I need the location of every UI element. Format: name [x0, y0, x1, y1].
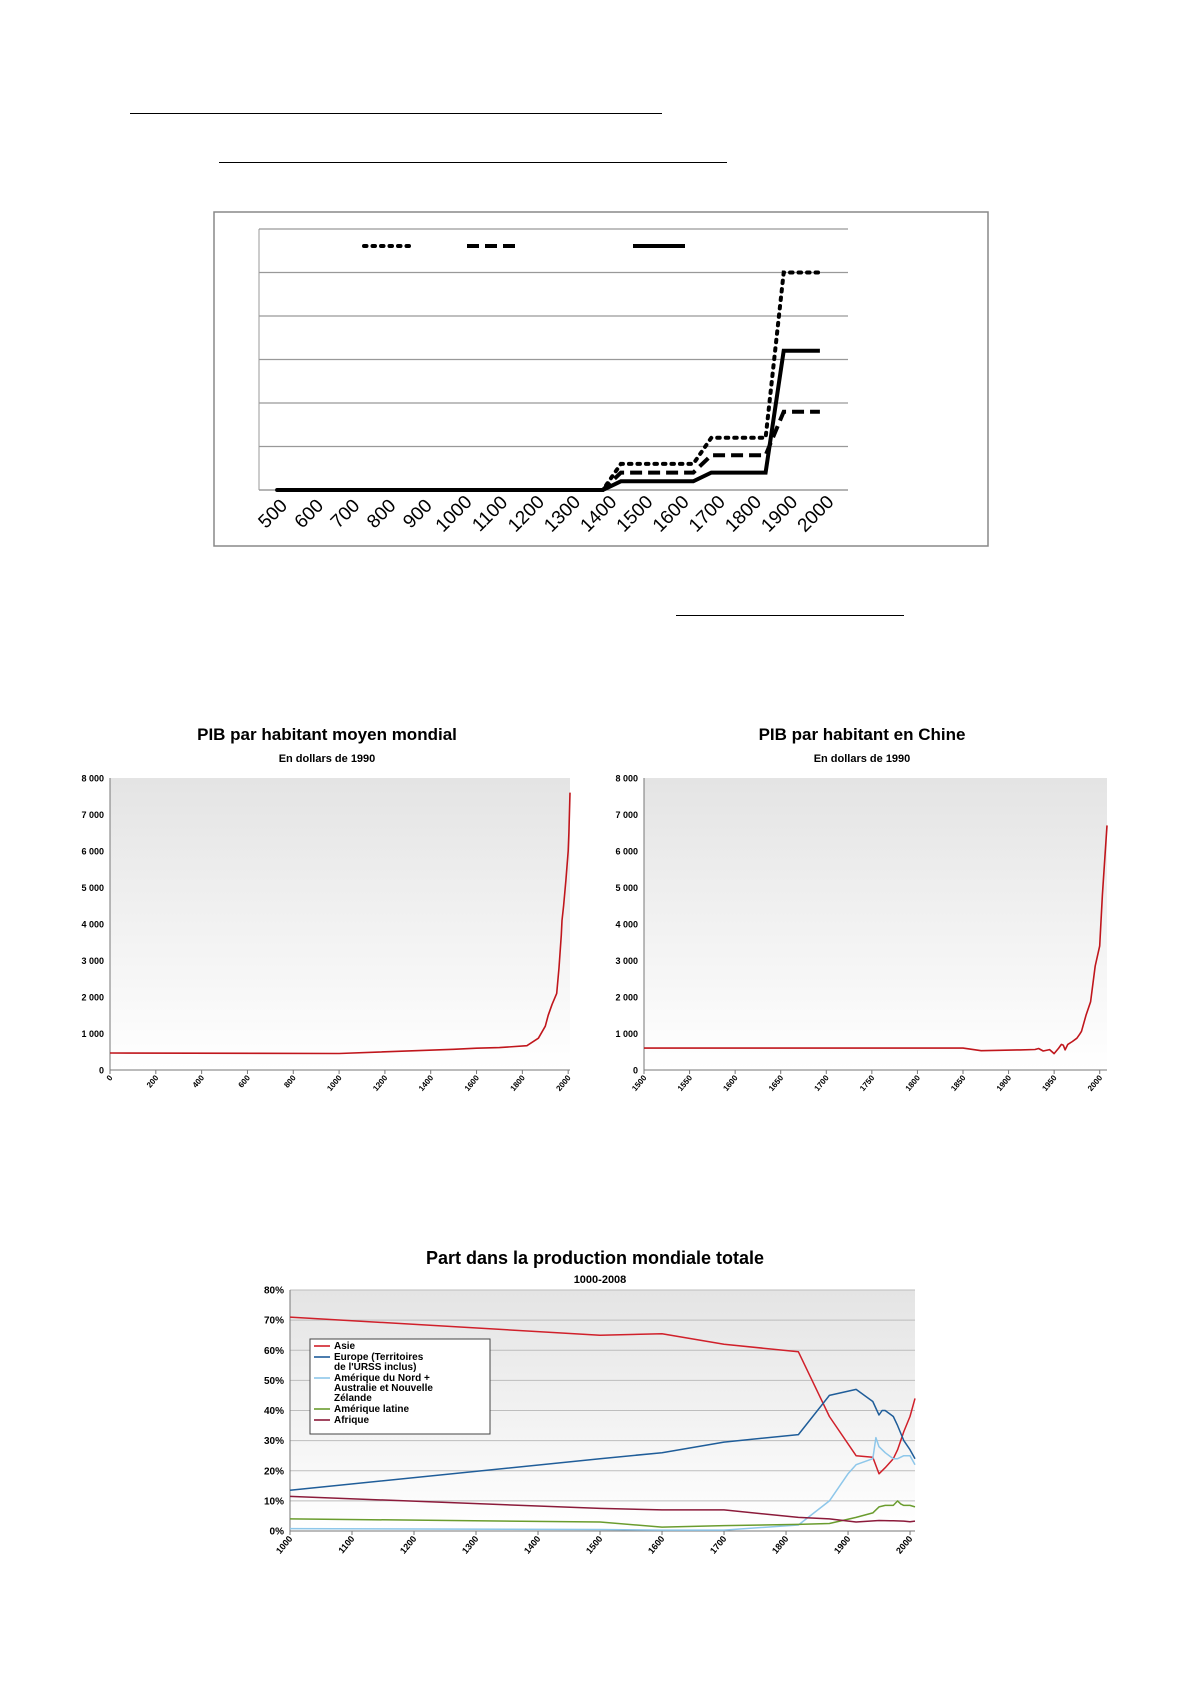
- chart3-y-tick-label: 5 000: [615, 883, 638, 893]
- chart-4-legend-label: Amérique du Nord +: [334, 1373, 430, 1384]
- chart-1-x-tick-label: 1900: [757, 491, 803, 537]
- chart2-y-tick-label: 2 000: [81, 992, 104, 1003]
- chart2-y-tick-label: 3 000: [81, 956, 104, 966]
- chart3-x-tick-label: 1750: [858, 1073, 877, 1093]
- chart3-x-tick-label: 1800: [903, 1073, 922, 1093]
- chart-1-x-tick-label: 1400: [576, 491, 622, 537]
- chart2-x-tick-label: 1400: [416, 1073, 436, 1093]
- chart-3-title: PIB par habitant en Chine: [758, 725, 966, 744]
- chart2-y-tick-label: 6 000: [81, 846, 104, 857]
- chart-4-legend-label: Amérique latine: [334, 1404, 410, 1415]
- chart4-x-tick-label: 1500: [584, 1533, 605, 1556]
- chart-4-world-production-share: [250, 1245, 930, 1565]
- chart4-x-tick-label: 1300: [460, 1533, 481, 1556]
- chart4-x-tick-label: 1200: [398, 1533, 419, 1556]
- chart2-x-tick-label: 1800: [508, 1073, 527, 1093]
- caption-rule: [676, 615, 904, 616]
- chart-1-x-tick-label: 1100: [468, 492, 513, 536]
- chart-1-x-tick-label: 900: [399, 495, 437, 533]
- chart-1-x-tick-label: 1800: [721, 491, 767, 537]
- chart2-y-tick-label: 7 000: [81, 810, 104, 820]
- chart3-x-tick-label: 1650: [766, 1073, 786, 1093]
- chart-3-china-gdp-per-capita: [600, 718, 1120, 1113]
- chart-4-legend-label: Afrique: [334, 1415, 369, 1426]
- chart-2-world-gdp-per-capita: [40, 718, 585, 1113]
- chart3-y-tick-label: 7 000: [615, 810, 638, 820]
- chart-2-title: PIB par habitant moyen mondial: [197, 725, 457, 744]
- chart2-x-tick-label: 0: [104, 1073, 115, 1083]
- chart4-y-tick-label: 40%: [263, 1406, 284, 1417]
- chart2-y-tick-label: 8 000: [81, 773, 104, 784]
- chart-1-x-tick-label: 1500: [612, 491, 658, 537]
- chart2-y-tick-label: 1 000: [81, 1029, 104, 1039]
- chart4-y-tick-label: 20%: [263, 1466, 284, 1478]
- chart-1-gdp-relative: [213, 211, 989, 547]
- chart-2-subtitle: En dollars de 1990: [278, 753, 376, 765]
- chart4-y-tick-label: 80%: [263, 1285, 284, 1297]
- chart3-x-tick-label: 1550: [675, 1073, 695, 1093]
- chart3-y-tick-label: 6 000: [615, 846, 638, 857]
- chart2-x-tick-label: 800: [282, 1073, 298, 1090]
- chart2-x-tick-label: 2000: [554, 1073, 573, 1093]
- chart4-y-tick-label: 50%: [263, 1375, 284, 1387]
- chart3-x-tick-label: 1500: [630, 1073, 649, 1093]
- chart3-x-tick-label: 2000: [1085, 1073, 1105, 1093]
- chart-1-x-tick-label: 1300: [540, 491, 586, 537]
- chart2-y-tick-label: 5 000: [81, 883, 104, 893]
- chart-1-x-tick-label: 1200: [504, 491, 549, 537]
- chart-4-legend-label: Zélande: [334, 1393, 372, 1404]
- chart-4-title: Part dans la production mondiale totale: [425, 1248, 765, 1268]
- chart4-y-tick-label: 30%: [263, 1436, 284, 1448]
- chart-1-x-tick-label: 600: [290, 495, 329, 533]
- chart4-y-tick-label: 10%: [263, 1496, 284, 1508]
- chart-1-x-tick-label: 700: [326, 495, 365, 533]
- chart3-x-tick-label: 1850: [949, 1073, 968, 1093]
- chart-1-x-tick-label: 2000: [793, 491, 839, 537]
- chart3-x-tick-label: 1900: [994, 1073, 1014, 1093]
- chart2-x-tick-label: 1000: [325, 1073, 344, 1093]
- chart-4-legend-label: Asie: [334, 1341, 356, 1352]
- chart4-y-tick-label: 60%: [263, 1345, 284, 1357]
- chart2-x-tick-label: 1200: [371, 1073, 390, 1093]
- chart3-y-tick-label: 8 000: [615, 773, 638, 784]
- chart2-x-tick-label: 200: [144, 1073, 161, 1090]
- chart3-y-tick-label: 3 000: [615, 956, 638, 966]
- chart4-y-tick-label: 0%: [269, 1526, 284, 1538]
- chart4-x-tick-label: 1600: [646, 1533, 667, 1556]
- chart2-y-tick-label: 4 000: [81, 919, 104, 930]
- chart2-x-tick-label: 600: [236, 1073, 252, 1090]
- chart3-x-tick-label: 1700: [812, 1073, 831, 1093]
- chart3-y-tick-label: 2 000: [615, 992, 638, 1003]
- chart-3-subtitle: En dollars de 1990: [813, 753, 911, 765]
- chart-4-legend-label: Australie et Nouvelle: [334, 1383, 433, 1394]
- chart-1-x-tick-label: 500: [254, 495, 292, 533]
- chart-1-x-tick-label: 1000: [431, 491, 477, 537]
- chart3-x-tick-label: 1950: [1040, 1073, 1059, 1093]
- chart-1-x-tick-label: 800: [363, 495, 401, 533]
- chart3-y-tick-label: 1 000: [615, 1029, 638, 1039]
- chart-4-legend-label: de l'URSS inclus): [334, 1362, 417, 1373]
- chart2-y-tick-label: 0: [98, 1065, 104, 1076]
- chart4-x-tick-label: 1400: [522, 1533, 543, 1556]
- chart-1-x-tick-label: 1700: [685, 491, 730, 537]
- chart-4-subtitle: 1000-2008: [573, 1274, 627, 1286]
- chart4-x-tick-label: 1000: [273, 1533, 295, 1556]
- chart4-x-tick-label: 1800: [770, 1533, 791, 1556]
- chart3-y-tick-label: 4 000: [615, 919, 638, 930]
- chart3-y-tick-label: 0: [632, 1065, 638, 1076]
- chart4-x-tick-label: 1700: [708, 1533, 729, 1556]
- chart4-x-tick-label: 2000: [894, 1533, 915, 1556]
- chart-4-legend-label: Europe (Territoires: [334, 1352, 424, 1363]
- heading-rule-1: [130, 113, 662, 114]
- chart4-x-tick-label: 1900: [832, 1533, 853, 1556]
- chart-1-x-tick-label: 1600: [648, 491, 694, 537]
- chart4-y-tick-label: 70%: [263, 1315, 284, 1327]
- chart4-x-tick-label: 1100: [336, 1533, 357, 1556]
- chart2-x-tick-label: 1600: [462, 1073, 482, 1093]
- chart2-x-tick-label: 400: [190, 1073, 207, 1090]
- chart3-x-tick-label: 1600: [721, 1073, 740, 1093]
- heading-rule-2: [219, 162, 727, 163]
